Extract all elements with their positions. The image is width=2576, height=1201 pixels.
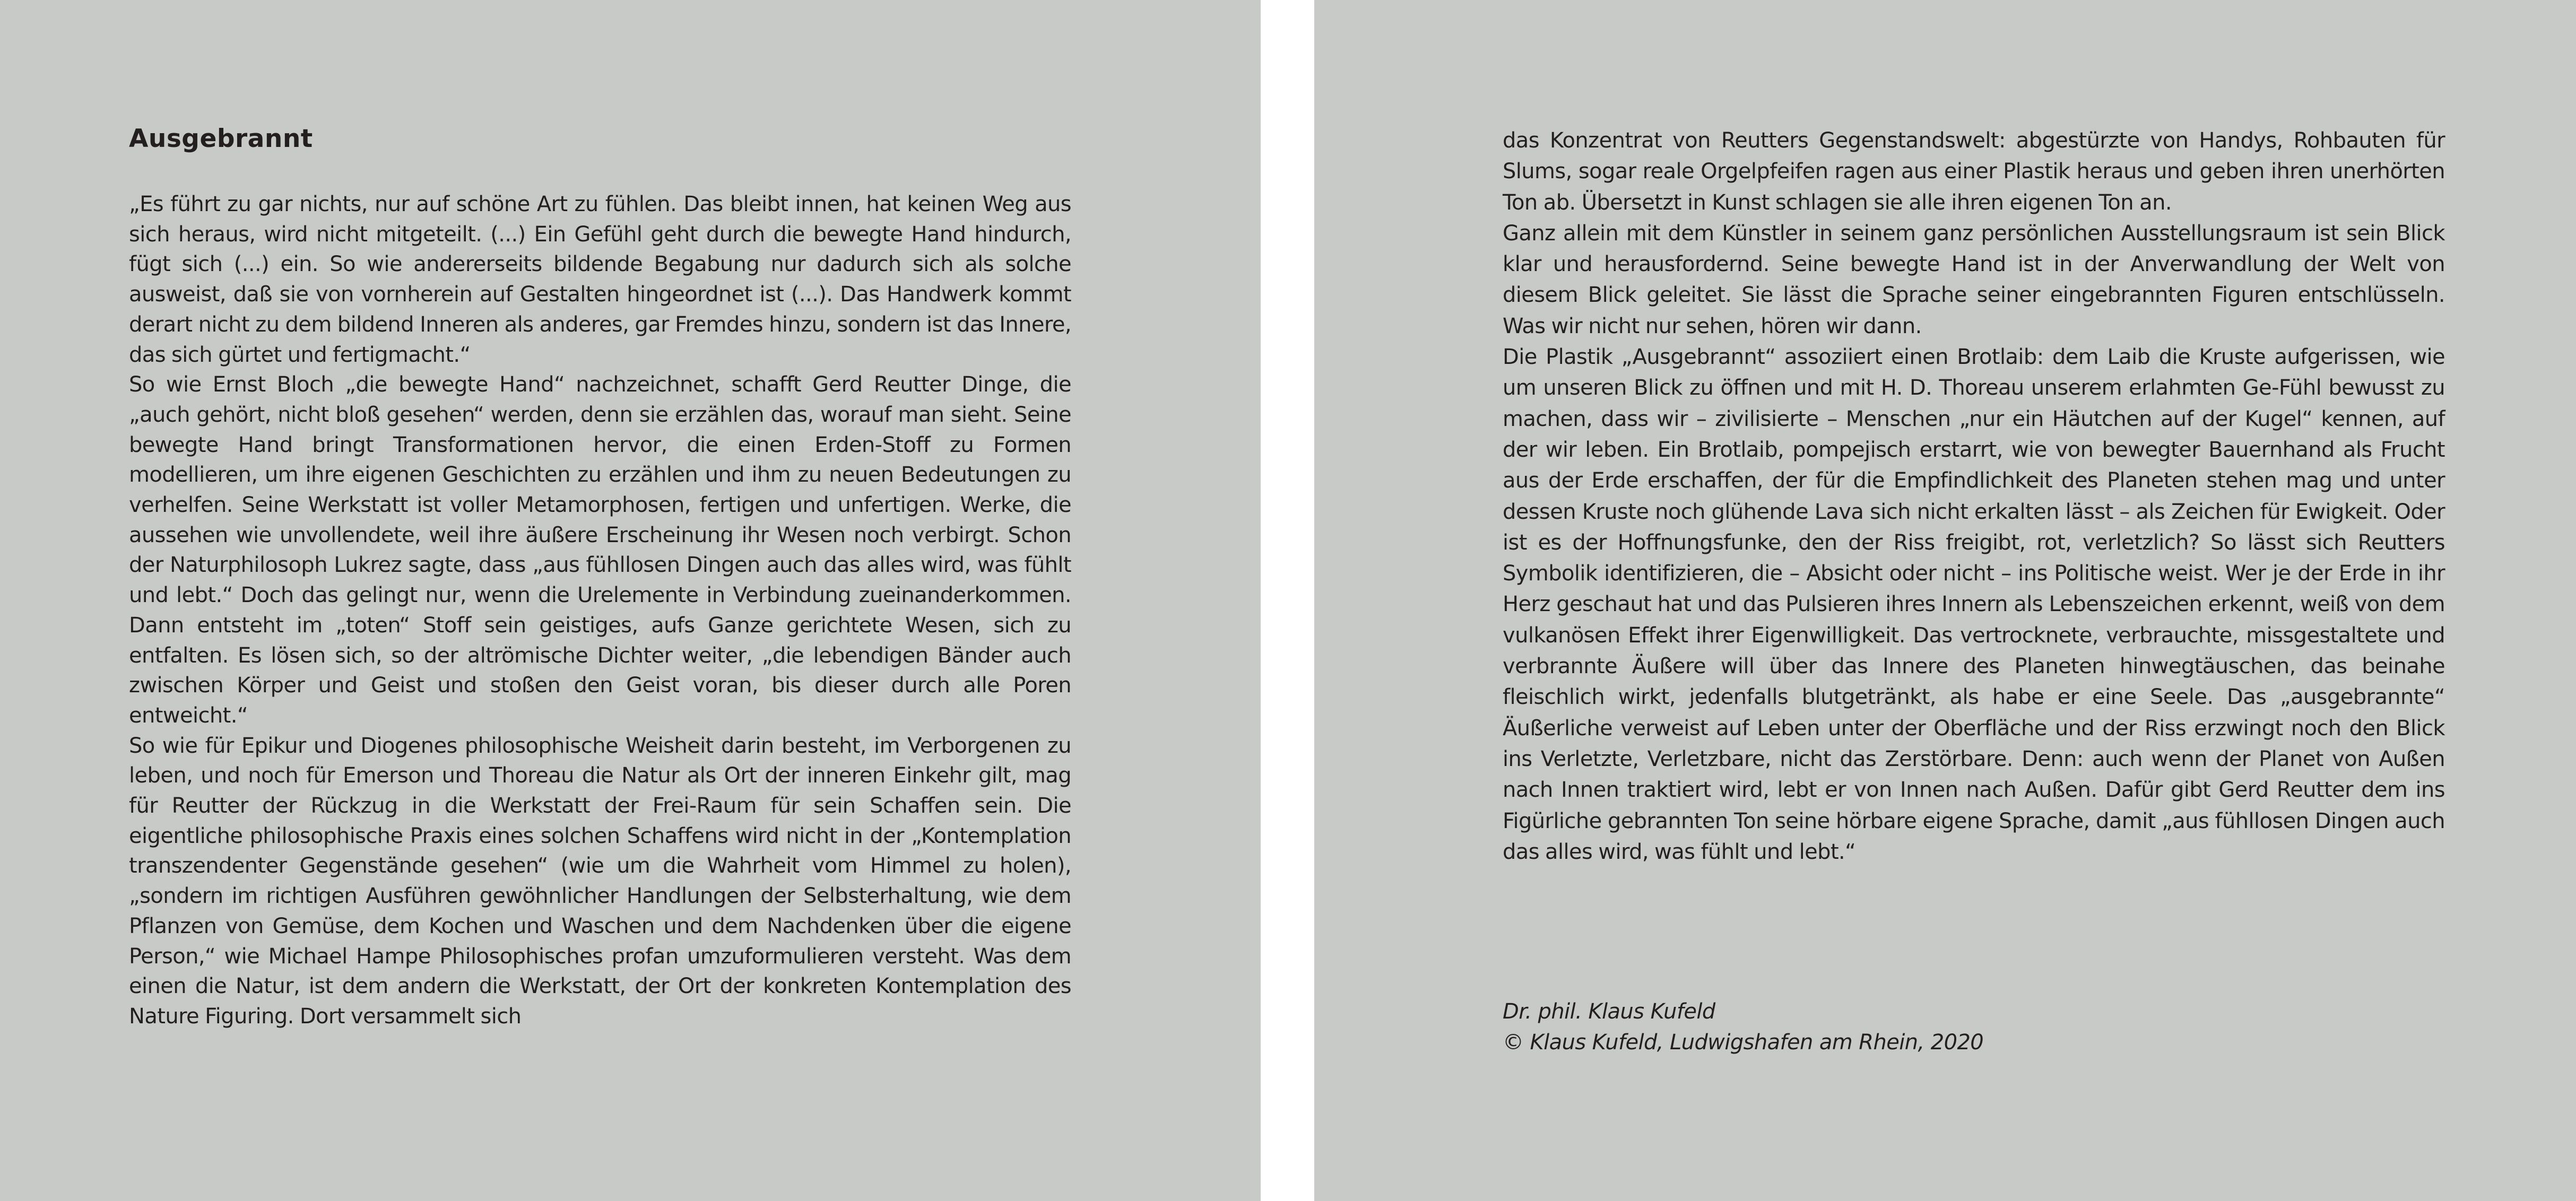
- right-page-body: [1503, 125, 2445, 867]
- right-page: [1314, 0, 2576, 1201]
- body-paragraph: Ganz allein mit dem Künstler in seinem ganz persönlichen Ausstellungsraum ist sein Blick klar und herausfordernd. Seine bewegte Hand ist in der Anverwandlung der Welt von diesem Blick geleitet. Sie lässt die Sprache seiner eingebrannten Figuren entschlüsseln. Was wir nicht nur sehen, hören wir dann.: [1503, 221, 2445, 338]
- body-paragraph: So wie Ernst Bloch „die bewegte Hand“ nachzeichnet, schafft Gerd Reutter Dinge, die „auch gehört, nicht bloß gesehen“ werden, denn sie erzählen das, worauf man sieht. Seine bewegte Hand bringt Transformationen hervor, die einen Erden-Stoff zu Formen modellieren, um ihre eigenen Geschichten zu erzählen und ihm zu neuen Bedeutungen zu verhelfen. Seine Werkstatt ist voller Metamorphosen, fertigen und unfertigen. Werke, die aussehen wie unvollendete, weil ihre äußere Erscheinung ihr Wesen noch verbirgt. Schon der Naturphilosoph Lukrez sagte, dass „aus fühllosen Dingen auch das alles wird, was fühlt und lebt.“ Doch das gelingt nur, wenn die Urelemente in Verbindung zueinanderkommen. Dann entsteht im „toten“ Stoff sein geistiges, aufs Ganze gerichtete Wesen, sich zu entfalten. Es lösen sich, so der altrömische Dichter weiter, „die lebendigen Bänder auch zwischen Körper und Geist und stoßen den Geist voran, bis dieser durch alle Poren entweicht.“: [129, 372, 1071, 728]
- signature-block: [1503, 996, 1983, 1058]
- page-title: Ausgebrannt: [129, 124, 313, 153]
- author-name: Dr. phil. Klaus Kufeld: [1503, 999, 1715, 1024]
- body-paragraph: So wie für Epikur und Diogenes philosophische Weisheit darin besteht, im Verborgenen zu leben, und noch für Emerson und Thoreau die Natur als Ort der inneren Einkehr gilt, mag für Reutter der Rückzug in die Werkstatt der Frei-Raum für sein Schaffen sein. Die eigentliche philosophische Praxis eines solchen Schaffens wird nicht in der „Kontemplation transzendenter Gegenstände gesehen“ (wie um die Wahrheit vom Himmel zu holen), „sondern im richtigen Ausführen gewöhnlicher Handlungen der Selbsterhaltung, wie dem Pflanzen von Gemüse, dem Kochen und Waschen und dem Nachdenken über die eigene Person,“ wie Michael Hampe Philosophisches profan umzuformulieren versteht. Was dem einen die Natur, ist dem andern die Werkstatt, der Ort der konkreten Kontemplation des Nature Figuring. Dort versammelt sich: [129, 733, 1071, 1029]
- copyright-notice: © Klaus Kufeld, Ludwigshafen am Rhein, 2020: [1503, 1030, 1984, 1055]
- left-page-body: [129, 189, 1071, 1032]
- page-gutter: [1261, 0, 1314, 1201]
- body-paragraph: Die Plastik „Ausgebrannt“ assoziiert einen Brotlaib: dem Laib die Kruste aufgerissen, wie um unseren Blick zu öffnen und mit H. D. Thoreau unserem erlahmten Ge-Fühl bewusst zu machen, dass wir – zivilisierte – Menschen „nur ein Häutchen auf der Kugel“ kennen, auf der wir leben. Ein Brotlaib, pompejisch erstarrt, wie von bewegter Bauernhand als Frucht aus der Erde erschaffen, der für die Empfindlichkeit des Planeten stehen mag und unter dessen Kruste noch glühende Lava sich nicht erkalten lässt – als Zeichen für Ewigkeit. Oder ist es der Hoffnungsfunke, den der Riss freigibt, rot, verletzlich? So lässt sich Reutters Symbolik identifizieren, die – Absicht oder nicht – ins Politische weist. Wer je der Erde in ihr Herz geschaut hat und das Pulsieren ihres Innern als Lebenszeichen erkennt, weiß von dem vulkanösen Effekt ihrer Eigenwilligkeit. Das vertrocknete, verbrauchte, missgestaltete und verbrannte Äußere will über das Innere des Planeten hinwegtäuschen, das beinahe fleischlich wirkt, jedenfalls blutgetränkt, als habe er eine Seele. Das „ausgebrannte“ Äußerliche verweist auf Leben unter der Oberfläche und der Riss erzwingt noch den Blick ins Verletzte, Verletzbare, nicht das Zerstörbare. Denn: auch wenn der Planet von Außen nach Innen traktiert wird, lebt er von Innen nach Außen. Dafür gibt Gerd Reutter dem ins Figürliche gebrannten Ton seine hörbare eigene Sprache, damit „aus fühllosen Dingen auch das alles wird, was fühlt und lebt.“: [1503, 345, 2445, 864]
- left-page: [0, 0, 1261, 1201]
- quote-paragraph: „Es führt zu gar nichts, nur auf schöne Art zu fühlen. Das bleibt innen, hat keinen Weg aus sich heraus, wird nicht mitgeteilt. (...) Ein Gefühl geht durch die bewegte Hand hindurch, fügt sich (...) ein. So wie andererseits bildende Begabung nur dadurch sich als solche ausweist, daß sie von vornherein auf Gestalten hingeordnet ist (...). Das Handwerk kommt derart nicht zu dem bildend Inneren als anderes, gar Fremdes hinzu, sondern ist das Innere, das sich gürtet und fertigmacht.“: [129, 192, 1071, 367]
- body-paragraph: das Konzentrat von Reutters Gegenstandswelt: abgestürzte von Handys, Rohbauten für Slums, sogar reale Orgelpfeifen ragen aus einer Plastik heraus und geben ihren unerhörten Ton ab. Übersetzt in Kunst schlagen sie alle ihren eigenen Ton an.: [1503, 128, 2445, 215]
